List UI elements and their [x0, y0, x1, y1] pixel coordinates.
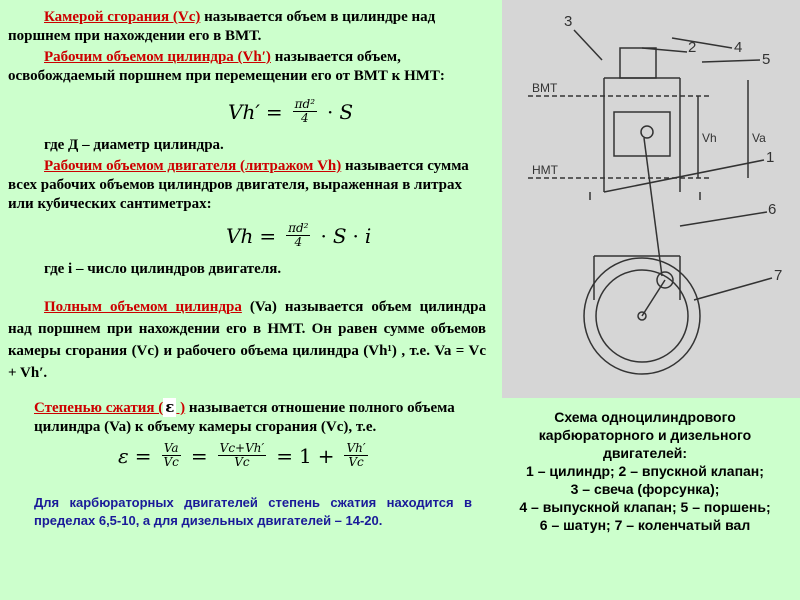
numerator: Vh′ [346, 441, 366, 455]
engine-diagram [502, 0, 800, 398]
diagram-caption [490, 408, 800, 534]
epsilon-symbol: ε [165, 398, 175, 416]
label-4: 4 [734, 39, 743, 56]
fraction [162, 442, 181, 469]
denominator: Vc [234, 455, 250, 469]
label-7: 7 [774, 267, 783, 284]
term-close-paren: ) [176, 400, 186, 416]
term-cylinder-working-volume: Рабочим объемом цилиндра (Vh′) [44, 49, 271, 65]
stroke-s: S [339, 99, 354, 124]
multiply-dot: · [327, 99, 334, 124]
paragraph-cylinder-count-note [8, 260, 488, 279]
equals-sign: = [190, 443, 208, 468]
stroke-s: S [332, 223, 347, 248]
paragraph-cylinder-volume [8, 48, 488, 86]
formula-vh-engine [226, 222, 371, 249]
paragraph-full-volume [8, 296, 486, 384]
label-tdc: ВМТ [532, 81, 558, 95]
equals-sign: = [276, 443, 293, 468]
term-engine-displacement: Рабочим объемом двигателя (литражом Vh) [44, 158, 342, 174]
piston-pin [641, 126, 653, 138]
paragraph-diameter-note [8, 136, 488, 155]
leader-line-6 [680, 212, 767, 226]
volume-markers [698, 80, 748, 178]
leader-line-3 [574, 30, 602, 60]
label-2: 2 [688, 39, 697, 56]
leader-line-5 [702, 60, 760, 62]
fraction [286, 222, 310, 249]
multiply-dot: · [320, 223, 327, 248]
term-full-volume: Полным объемом цилиндра [44, 299, 242, 315]
label-bdc: НМТ [532, 163, 558, 177]
caption-line: карбюраторного и дизельного [538, 427, 752, 443]
cylinder-flange [590, 192, 700, 200]
numerator: πd² [294, 97, 316, 111]
fraction [218, 442, 267, 469]
denominator: Vc [348, 455, 364, 469]
formula-compression-ratio [118, 442, 372, 469]
cylinder-count-note: где i – число цилиндров двигателя. [44, 261, 282, 277]
paragraph-compression-ratio [34, 398, 474, 437]
formula-lhs: ε [118, 443, 129, 468]
caption-line: двигателей: [602, 445, 688, 461]
numerator: Vc+Vh′ [219, 441, 265, 455]
leader-line-7 [694, 278, 772, 300]
label-1: 1 [766, 149, 775, 166]
term-compression-ratio: Степенью сжатия ( [34, 400, 164, 416]
caption-line: 3 – свеча (форсунка); [570, 481, 720, 497]
leader-line-1 [604, 160, 764, 192]
cylinder-count-i: i [364, 223, 372, 248]
fraction [293, 98, 317, 125]
spark-plug [620, 48, 656, 78]
multiply-dot: · [352, 223, 359, 248]
formula-lhs: Vh′ [228, 99, 260, 124]
compression-ratio-note: Для карбюраторных двигателей степень сжатия находится в пределах 6,5-10, а для дизельных двигателей – 14-20. [34, 495, 472, 528]
diameter-note: где Д – диаметр цилиндра. [44, 137, 224, 153]
caption-line: Схема одноцилиндрового [554, 409, 736, 425]
definition-text: называется отношение полного объема цилиндра (Va) к объему камеры сгорания (Vc), т.е. [34, 400, 455, 435]
leader-line-4 [672, 38, 732, 48]
numerator: πd² [288, 221, 309, 235]
label-6: 6 [768, 201, 777, 218]
label-5: 5 [762, 51, 771, 68]
definition-text: называется объем, освобождаемый поршнем при перемещении его от ВМТ к НМТ: [8, 49, 445, 84]
denominator: 4 [301, 111, 309, 125]
numerator: Va [163, 441, 179, 455]
label-vh: Vh [702, 131, 717, 145]
formula-vh-cylinder [228, 98, 353, 125]
label-3: 3 [564, 13, 573, 30]
equals-sign: = [259, 223, 277, 248]
engine-schematic [502, 0, 800, 398]
definition-text: называется объем в цилиндре над поршнем при нахождении его в ВМТ. [8, 9, 436, 44]
caption-line: 6 – шатун; 7 – коленчатый вал [539, 517, 751, 533]
equals-sign: = [134, 443, 152, 468]
paragraph-combustion-chamber [8, 8, 488, 46]
denominator: 4 [294, 235, 303, 249]
caption-line: 4 – выпускной клапан; 5 – поршень; [519, 499, 771, 515]
label-va: Va [752, 131, 766, 145]
one: 1 [298, 443, 312, 468]
denominator: Vc [163, 455, 179, 469]
caption-line: 1 – цилиндр; 2 – впускной клапан; [526, 463, 764, 479]
term-combustion-chamber: Камерой сгорания (Vc) [44, 9, 201, 25]
paragraph-engine-displacement [8, 157, 488, 214]
crank-arm [642, 280, 665, 316]
definition-text: называется сумма всех рабочих объемов цилиндров двигателя, выраженная в литрах или кубических сантиметрах: [8, 158, 469, 212]
definition-text: (Va) называется объем цилиндра над поршнем при нахождении его в НМТ. Он равен сумме объемов камеры сгорания (Vc) и рабочего объема цилиндра (Vh¹) , т.е. Va = Vc + Vh′. [8, 299, 486, 381]
equals-sign: = [265, 99, 283, 124]
plus-sign: + [317, 443, 335, 468]
fraction [344, 442, 367, 469]
formula-lhs: Vh [226, 223, 254, 248]
